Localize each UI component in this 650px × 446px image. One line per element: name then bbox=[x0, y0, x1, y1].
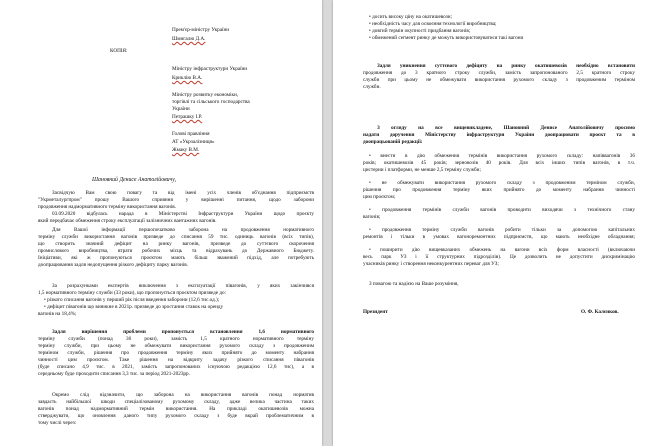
recipient-ukrz-name: Жмаку В.М. bbox=[172, 147, 200, 153]
signature-name: О. Ф. Калєнков. bbox=[581, 309, 619, 315]
recipient-ukrz-line2: АТ «Укрзалізниця» bbox=[172, 139, 215, 145]
body-line: Ініціативи, які ж пропонуються проєктом мають більш зважений підхід, але потребують bbox=[38, 255, 314, 261]
request-line: З огляду на все вищевикладене, Шановний Денисе Анатолійовичу просимо bbox=[377, 125, 635, 131]
point-line: • не обмежувати використання рухомого складу з продовженим терміном служби, bbox=[369, 180, 635, 186]
deficit-line: продовження до 3 кратного строку служби, замість запропонованого 2,5 кратного строку bbox=[363, 70, 635, 76]
deficit-line: служби. bbox=[363, 84, 381, 90]
document-page-2 bbox=[333, 0, 650, 446]
body-line: 1,5 нормативного терміну служби (33 роки), що пропонується проєктом призведе до: bbox=[38, 290, 227, 296]
recipient-infra-title: Міністру інфраструктури України bbox=[172, 66, 248, 72]
body-line: доопрацювання задля недопущення різкого дефіциту парку вагонів. bbox=[38, 262, 188, 268]
bullet-line: • необхідність часу для освоєння технології виробництва; bbox=[369, 21, 497, 27]
point-line: цистерни і платформи, не менше 2,5 терміну служби; bbox=[363, 167, 481, 173]
point-line: цим проєктом; bbox=[363, 194, 396, 200]
body-line: тому числі через: bbox=[38, 420, 77, 426]
body-line: продовження надмормативного терміну використання вагонів. bbox=[38, 204, 177, 210]
body-line: Засвідчую Вам свою повагу та від імені усіх членів об'єднання підприємств bbox=[52, 190, 314, 196]
body-line: Задля вирішення проблеми пропонується встановлення 1,6 нормативного bbox=[52, 329, 314, 335]
point-line: вагонів; bbox=[363, 214, 381, 220]
body-line: стверджувати, що оновлення даного типу рухомого складу з буде вкрай проблематичним в bbox=[38, 413, 314, 419]
body-line: • дефіцит півагонів що виникне в 2021р. призведе до зростання ставок на оренду bbox=[44, 304, 224, 310]
salutation: Шановний Денисе Анатолійовичу, bbox=[92, 177, 177, 183]
body-line: який передбачає обмеження строку експлуатації залізничних вантажних вагонів. bbox=[38, 218, 217, 224]
point-line: • продовження термінів служби вагонів проводити виходячи з технічного стану bbox=[369, 207, 635, 213]
body-line: терміном служби, рішення про продовження терміну яких прийнято до моменту набрання bbox=[38, 350, 314, 356]
point-line: ремонтів і тільки в умовах вагоноремонтних підприємств, що мають необхідне обладнання; bbox=[363, 234, 635, 240]
point-line: рішення про продовження терміну яких прийнято до моменту набрання чинності bbox=[363, 187, 635, 193]
body-line: 03.09.2020 відбулась нарада в Міністерстві Інфраструктури України щодо проєкту bbox=[52, 211, 314, 217]
recipient-pm-title: Прем'єр-міністру України bbox=[172, 27, 230, 33]
request-line: надати доручення Міністерству інфраструктури України доопрацювати проєкт та в bbox=[363, 132, 635, 138]
recipient-econ-line2: торгівлі та сільського господарства bbox=[172, 99, 250, 105]
body-line: терміну служби (понад 36 роки), замість 1,5 кратного нормативного терміну bbox=[38, 336, 314, 342]
body-line: • різкого списання вагонів у перший рік після введення заборони (12,6 тис.од.); bbox=[44, 297, 220, 303]
signature-label: Президент bbox=[363, 309, 388, 315]
bullet-line: • досить високу ціну на окатишевози; bbox=[369, 14, 453, 20]
body-line: терміну служби використання вагонів призведе до списання 59 тис. одиниць вагонів (всіх типів), bbox=[38, 234, 314, 240]
recipient-econ-line1: Міністру розвитку економіки, bbox=[172, 92, 239, 98]
bullet-line: • обмежений сегмент ринку де можуть використовуватися такі вагони bbox=[369, 35, 524, 41]
body-line: завдасть найбільшої шкоди спеціалізованому рухомому складу, адже велика частина таких bbox=[38, 399, 314, 405]
body-line: чинності цим проєктом. Таке рішення на відкриту задачу різкого списання півагонів bbox=[38, 357, 314, 363]
closing-line: З повагою та надією на Вашe розуміння, bbox=[369, 281, 459, 287]
body-line: промислового виробництва, втрати робочих місць та відрахувань до Державного Бюджету. bbox=[38, 248, 314, 254]
body-line: середньому буде проходити списання 3,3 тис. за період 2021-2023рр. bbox=[38, 371, 190, 377]
recipient-pm-name: Шмигалю Д.А. bbox=[172, 36, 206, 42]
body-line: Для Вашої інформації першопочатково заборона на продовження нормативного bbox=[52, 227, 314, 233]
body-line: вагонів понад надмормативний термін використання. На прикладі окатишевозів можна bbox=[38, 406, 314, 412]
body-line: терміну служби, при цьому не обмежувати використання рухомого складу з продовженим bbox=[38, 343, 314, 349]
body-line: що створить значний дефіцит на ринку вагонів, призведе до суттєвого скорочення bbox=[38, 241, 314, 247]
deficit-line: Задля уникнення суттєвого дефіциту на ринку окатишевозів необхідно встановити bbox=[377, 63, 635, 69]
point-line: років; окатишевозів 45 років; зерновозів 40 років. Для всіх інших типів вагонів, в т.ч. bbox=[363, 160, 635, 166]
recipient-ukrz-line1: Голові правління bbox=[172, 131, 210, 137]
body-line: "Укрметалургпром" прошу Вашого сприяння у вирішенні питання, щодо заборони bbox=[38, 197, 314, 203]
point-line: весь парк УЗ і її структурних підрозділів). Це дозволить не допустити дискримінацію bbox=[363, 254, 635, 260]
request-line: доопрацьованій редакції: bbox=[363, 139, 423, 145]
deficit-line: служби при цьому не обмежувати використання рухомого складу з продовженим терміном bbox=[363, 77, 635, 83]
recipient-econ-line3: України bbox=[172, 106, 190, 112]
bullet-line: • довгий термін окупності придбання вагонів; bbox=[369, 28, 471, 34]
copy-label: КОПІЯ: bbox=[110, 48, 128, 54]
body-line: Окремо слід відзначити, що заборона на використання вагонів понад норматив bbox=[52, 392, 314, 398]
body-line: За розрахунками експертів виключення з експлуатації півагонів, у яких закінчився bbox=[52, 283, 314, 289]
body-line: (буде списано 4,9 тис. в 2021, замість запропонованих існуючою редакцією 12,6 тис), а в bbox=[38, 364, 314, 370]
point-line: учасників ринку і створення неконкурентних переваг для УЗ; bbox=[363, 261, 499, 267]
recipient-econ-name: Петрашку І.Р. bbox=[172, 114, 203, 120]
recipient-infra-name: Криклію В.А. bbox=[172, 75, 203, 81]
point-line: • поширити дію вищевказаних обмежень на вагони всіх форм власності (включаючи bbox=[369, 247, 635, 253]
point-line: • продовження терміну служби вагонів робити тільки за допомогою капітальних bbox=[369, 227, 635, 233]
point-line: • внести в дію обмеження термінів використання рухомого складу: напіввагонів 36 bbox=[369, 153, 635, 159]
document-page-1 bbox=[0, 0, 322, 446]
body-line: вагонів на 18,4%; bbox=[38, 311, 77, 317]
